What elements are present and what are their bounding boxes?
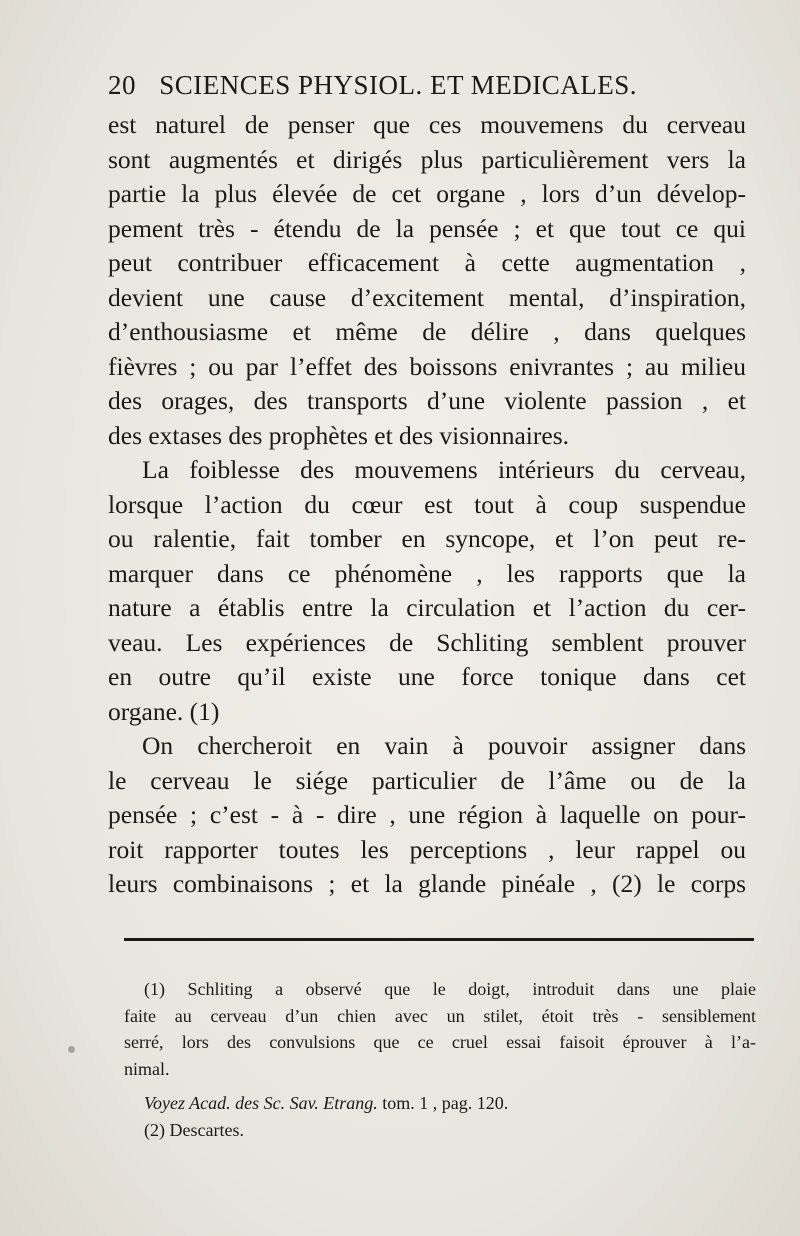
footnote-reference bbox=[124, 1090, 756, 1117]
text-line: marquer dans ce phénomène , les rapports que la bbox=[108, 558, 746, 588]
reference-source: Voyez Acad. des Sc. Sav. Etrang. bbox=[144, 1093, 378, 1113]
text-line: roit rapporter toutes les perceptions , leur rappel ou bbox=[108, 834, 746, 864]
text-line: La foiblesse des mouvemens intérieurs du cerveau, bbox=[142, 455, 746, 484]
text-line: devient une cause d’excitement mental, d’inspiration, bbox=[108, 282, 746, 312]
body-text bbox=[108, 108, 746, 902]
footnote-rule bbox=[124, 938, 754, 941]
footnotes bbox=[124, 976, 756, 1143]
text-line: partie la plus élevée de cet organe , lors d’un dévelop- bbox=[108, 179, 746, 208]
text-line: organe. (1) bbox=[108, 696, 220, 726]
text-line: en outre qu’il existe une force tonique dans cet bbox=[108, 662, 746, 691]
footnote-line: (1) Schliting a observé que le doigt, introduit dans une plaie bbox=[144, 979, 756, 999]
text-line: des extases des prophètes et des visionnaires. bbox=[108, 420, 570, 450]
text-line: sont augmentés et dirigés plus particulièrement vers la bbox=[108, 144, 746, 174]
running-header bbox=[108, 70, 748, 101]
text-line: pensée ; c’est - à - dire , une région à laquelle on pour- bbox=[108, 800, 746, 829]
page-number: 20 bbox=[108, 70, 136, 100]
footnote-line: serré, lors des convulsions que ce cruel essai faisoit éprouver à l’a- bbox=[124, 1032, 756, 1052]
reference-location: tom. 1 , pag. 120. bbox=[382, 1093, 509, 1113]
footnote-line: (2) Descartes. bbox=[144, 1119, 244, 1140]
text-line: d’enthousiasme et même de délire , dans quelques bbox=[108, 317, 746, 346]
text-line: leurs combinaisons ; et la glande pinéale , (2) le corps bbox=[108, 869, 746, 898]
text-line: peut contribuer efficacement à cette augmentation , bbox=[108, 248, 746, 277]
text-line: ou ralentie, fait tomber en syncope, et l’on peut re- bbox=[108, 524, 746, 553]
text-line: est naturel de penser que ces mouvemens du cerveau bbox=[108, 110, 746, 139]
footnote-line: faite au cerveau d’un chien avec un stilet, étoit très - sensiblement bbox=[124, 1005, 756, 1026]
text-line: le cerveau le siége particulier de l’âme ou de la bbox=[108, 765, 746, 795]
paper-blemish bbox=[68, 1046, 75, 1053]
text-line: veau. Les expériences de Schliting semblent prouver bbox=[108, 627, 746, 657]
text-line: des orages, des transports d’une violente passion , et bbox=[108, 386, 746, 415]
text-line: On chercheroit en vain à pouvoir assigner dans bbox=[142, 731, 746, 760]
text-line: lorsque l’action du cœur est tout à coup suspendue bbox=[108, 489, 746, 519]
running-title: SCIENCES PHYSIOL. ET MEDICALES. bbox=[159, 70, 638, 100]
text-line: fièvres ; ou par l’effet des boissons enivrantes ; au milieu bbox=[108, 351, 746, 381]
text-line: pement très - étendu de la pensée ; et que tout ce qui bbox=[108, 213, 746, 243]
footnote-line: nimal. bbox=[124, 1058, 170, 1079]
text-line: nature a établis entre la circulation et l’action du cer- bbox=[108, 593, 746, 622]
